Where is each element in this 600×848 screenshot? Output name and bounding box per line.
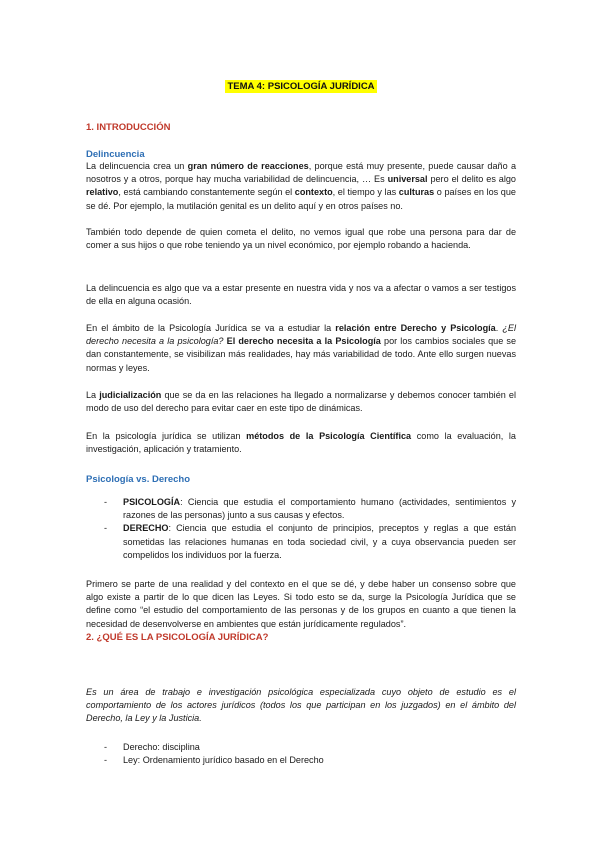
text-run: En el ámbito de la Psicología Jurídica se va a estudiar la bbox=[86, 323, 336, 333]
delincuencia-heading: Delincuencia bbox=[86, 149, 145, 160]
dash-bullet: - bbox=[104, 742, 108, 752]
delincuencia-paragraph-1 bbox=[86, 160, 516, 213]
bold-run: culturas bbox=[398, 187, 435, 198]
psicologia-vs-derecho-heading: Psicología vs. Derecho bbox=[86, 474, 191, 485]
bold-run: El derecho necesita a la Psicología bbox=[226, 336, 381, 347]
list-item bbox=[86, 741, 516, 754]
dash-bullet: - bbox=[104, 523, 108, 534]
section-2-heading bbox=[86, 632, 268, 643]
text-run: por los cambios sociales que se dan constantemente, se visibilizan más realidades, hay más variabilidad de todo. Ante ello surgen nuevas normas y leyes. bbox=[86, 336, 517, 373]
delincuencia-paragraph-2: También todo depende de quien cometa el delito, no vemos igual que robe una persona para dar de comer a sus hijos o que robe teniendo ya un nivel económico, por ejemplo robando a hacienda. bbox=[86, 227, 516, 251]
section-2-paragraph: Es un área de trabajo e investigación psicológica especializada cuyo objeto de estudio es el comportamiento de los actores jurídicos (todos los que participan en los juzgados) en el ámbito del Derecho, la Ley y la Justicia. bbox=[86, 687, 516, 724]
text-run: , porque está muy presente, puede causar daño a nosotros y a otros, porque hay mucha variabilidad de delincuencia, … Es bbox=[86, 161, 517, 185]
definitions-list bbox=[86, 496, 516, 562]
dash-bullet: - bbox=[104, 755, 108, 766]
bold-run: universal bbox=[387, 174, 428, 185]
delincuencia-paragraph-6 bbox=[86, 430, 516, 456]
bold-run: judicialización bbox=[99, 390, 162, 400]
bold-run: métodos de la Psicología Científica bbox=[246, 431, 412, 441]
text-run: que se da en las relaciones ha llegado a normalizarse y debemos conocer también el modo de uso del derecho para evitar caer en este tipo de dinámicas. bbox=[86, 390, 516, 414]
section-1-heading-text: 1. INTRODUCCIÓN bbox=[86, 122, 171, 133]
text-run: , está cambiando constantemente según el bbox=[118, 187, 295, 198]
list-item bbox=[86, 754, 516, 767]
text-run: , el tiempo y las bbox=[332, 187, 399, 198]
definition-term: DERECHO bbox=[123, 523, 169, 534]
definition-term: PSICOLOGÍA bbox=[123, 497, 181, 507]
list-item bbox=[86, 522, 516, 562]
text-run: En la psicología jurídica se utilizan bbox=[86, 431, 247, 441]
document-title: TEMA 4: PSICOLOGÍA JURÍDICA bbox=[227, 81, 375, 92]
text-run: o países en los que se dé. Por ejemplo, la mutilación genital es un delito aquí y en otros países no. bbox=[86, 187, 516, 211]
delincuencia-paragraph-4 bbox=[86, 322, 516, 375]
list-item bbox=[86, 496, 516, 522]
text-run: . bbox=[495, 323, 503, 333]
text-run: pero el delito es algo bbox=[427, 174, 516, 185]
text-run: como la evaluación, la investigación, aplicación y tratamiento. bbox=[86, 431, 516, 455]
bold-run: relativo bbox=[86, 187, 119, 198]
bold-run: relación entre Derecho y Psicología bbox=[335, 323, 496, 333]
definition-text: : Ciencia que estudia el comportamiento humano (actividades, sentimientos y razones de las personas) junto a sus causas y efectos. bbox=[123, 497, 516, 521]
text-run: La delincuencia crea un bbox=[86, 161, 188, 171]
list-item-text: Derecho: disciplina bbox=[123, 742, 200, 752]
bold-run: contexto bbox=[294, 187, 333, 198]
section-2-list bbox=[86, 741, 516, 767]
text-run: La bbox=[86, 390, 100, 400]
delincuencia-paragraph-5 bbox=[86, 389, 516, 415]
bold-run: gran número de reacciones bbox=[187, 161, 309, 171]
section-2-heading-text: 2. ¿QUÉ ES LA PSICOLOGÍA JURÍDICA? bbox=[86, 632, 269, 643]
section-1-heading bbox=[86, 122, 170, 133]
delincuencia-paragraph-3: La delincuencia es algo que va a estar presente en nuestra vida y nos va a afectar o vamos a ser testigos de ella en alguna ocasión. bbox=[86, 283, 516, 307]
list-item-text: Ley: Ordenamiento jurídico basado en el Derecho bbox=[123, 755, 324, 766]
psicologia-vs-derecho-paragraph: Primero se parte de una realidad y del contexto en el que se dé, y debe haber un consenso sobre que algo existe a partir de lo que dicen las Leyes. Si todo esto se da, surge la Psicología Jurídica que se define como “el estudio del comportamiento de las personas y de los grupos en cuanto a que tienen la necesidad de desenvolverse en ambientes que están jurídicamente regulados”. bbox=[86, 579, 516, 629]
italic-run: ¿El derecho necesita a la psicología? bbox=[86, 323, 516, 347]
definition-text: : Ciencia que estudia el conjunto de principios, preceptos y reglas a que están sometidas las relaciones humanas en toda sociedad civil, y a cuya observancia pueden ser compelidos los individuos por la fuerza. bbox=[123, 523, 516, 560]
title-block bbox=[86, 76, 516, 94]
dash-bullet: - bbox=[104, 497, 108, 507]
